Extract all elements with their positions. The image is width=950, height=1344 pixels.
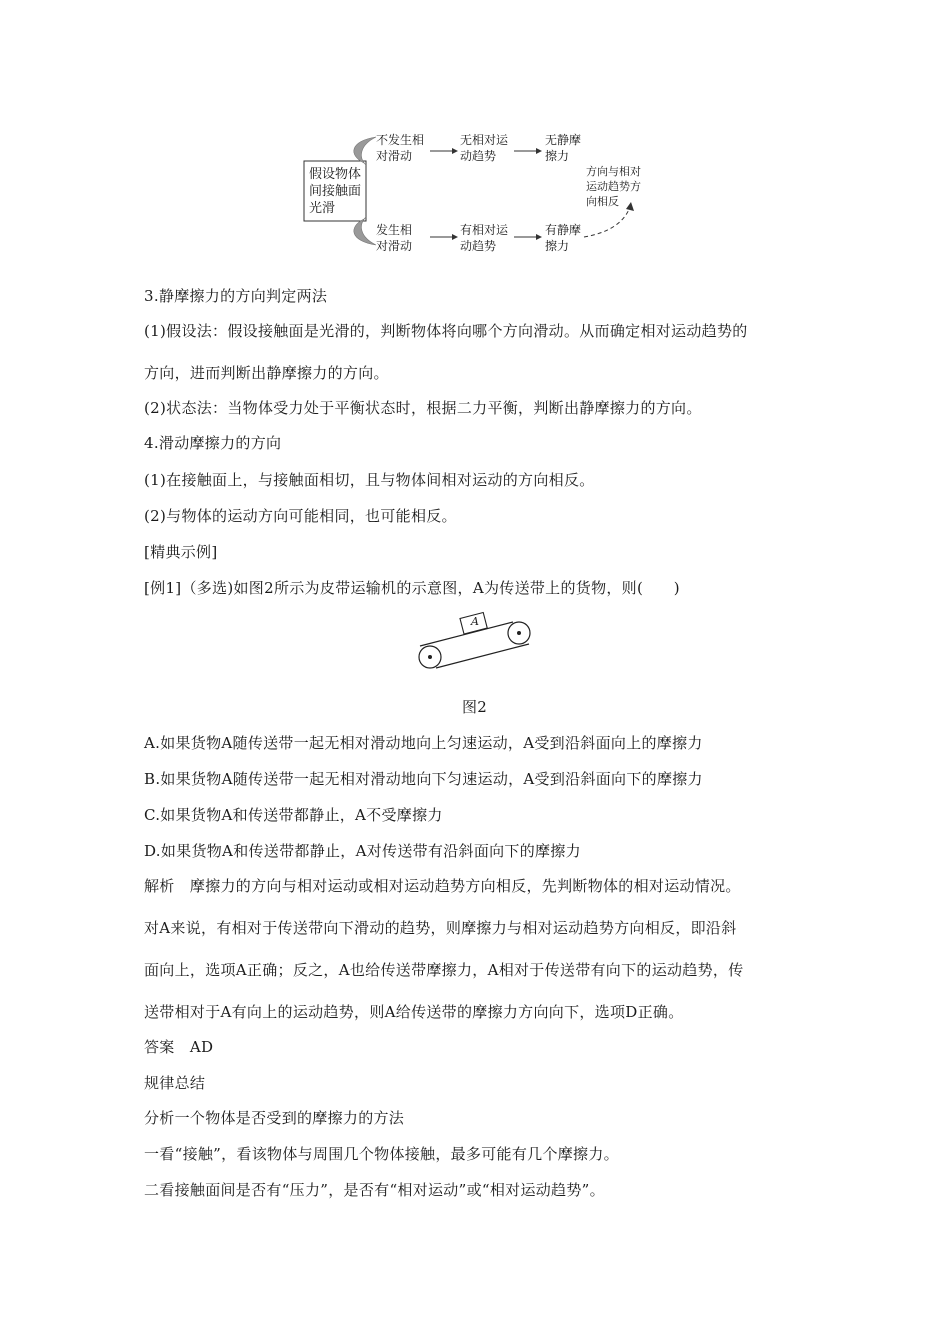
bottom-step-3-line-2: 擦力 [545,239,570,253]
belt-bottom-line [436,644,529,668]
bottom-step-1 [376,222,412,254]
top-step-2 [460,132,508,164]
assumption-line-1: 假设物体 [309,167,362,182]
answer: 答案 AD [144,1038,214,1056]
direction-note-line-1: 方向与相对 [586,165,641,178]
bottom-arrow-1-head [452,234,458,240]
section-3-item-1-line-2: 方向，进而判断出静摩擦力的方向。 [144,364,389,382]
bottom-step-1-line-2: 对滑动 [376,239,413,253]
section-4-item-1: (1)在接触面上，与接触面相切，且与物体间相对运动的方向相反。 [144,471,595,489]
option-b: B.如果货物A随传送带一起无相对滑动地向下匀速运动，A受到沿斜面向下的摩擦力 [144,770,703,788]
summary-point-1: 一看“接触”，看该物体与周围几个物体接触，最多可能有几个摩擦力。 [144,1145,619,1163]
top-step-3 [545,132,581,164]
top-step-3-line-1: 无静摩 [545,133,582,147]
dashed-note-arrow [584,207,630,237]
bottom-step-2-line-2: 动趋势 [460,239,497,253]
direction-note-line-2: 运动趋势方 [586,180,641,193]
analysis-line-3: 面向上，选项A正确；反之，A也给传送带摩擦力，A相对于传送带有向下的运动趋势，传 [144,961,744,979]
bottom-step-3 [545,222,581,254]
bottom-step-3-line-1: 有静摩 [545,223,582,237]
example-header: [精典示例] [144,543,218,561]
assumption-text [309,166,361,217]
section-3-title: 3.静摩擦力的方向判定两法 [144,287,328,305]
conveyor-figure [412,610,537,672]
example-question: [例1]（多选)如图2所示为皮带运输机的示意图，A为传送带上的货物，则( ) [144,579,680,597]
option-c: C.如果货物A和传送带都静止，A不受摩擦力 [144,806,443,824]
lower-pulley-axle [428,655,432,659]
option-d: D.如果货物A和传送带都静止，A对传送带有沿斜面向下的摩擦力 [144,842,581,860]
top-step-2-line-2: 动趋势 [460,149,497,163]
assumption-line-2: 间接触面 [309,184,362,199]
top-step-1 [376,132,424,164]
summary-subtitle: 分析一个物体是否受到的摩擦力的方法 [144,1109,405,1127]
analysis-line-2: 对A来说，有相对于传送带向下滑动的趋势，则摩擦力与相对运动趋势方向相反，即沿斜 [144,919,737,937]
section-3-item-1-line-1: (1)假设法：假设接触面是光滑的，判断物体将向哪个方向滑动。从而确定相对运动趋势的 [144,322,748,340]
analysis-line-4: 送带相对于A有向上的运动趋势，则A给传送带的摩擦力方向向下，选项D正确。 [144,1003,684,1021]
section-4-item-2: (2)与物体的运动方向可能相同，也可能相反。 [144,507,457,525]
top-step-1-line-2: 对滑动 [376,149,413,163]
top-step-3-line-2: 擦力 [545,149,570,163]
section-4-title: 4.滑动摩擦力的方向 [144,434,282,452]
bottom-step-2-line-1: 有相对运 [460,223,509,237]
bottom-arrow-2-head [536,234,542,240]
summary-point-2: 二看接触面间是否有“压力”，是否有“相对运动”或“相对运动趋势”。 [144,1181,605,1199]
bottom-step-2 [460,222,508,254]
top-arrow-2-head [536,148,542,154]
figure-caption: 图2 [462,698,488,716]
bottom-step-1-line-1: 发生相 [376,223,413,237]
summary-title: 规律总结 [144,1074,206,1092]
analysis-line-1: 解析 摩擦力的方向与相对运动或相对运动趋势方向相反，先判断物体的相对运动情况。 [144,877,741,895]
option-a: A.如果货物A随传送带一起无相对滑动地向上匀速运动，A受到沿斜面向上的摩擦力 [144,734,703,752]
section-3-item-2: (2)状态法：当物体受力处于平衡状态时，根据二力平衡，判断出静摩擦力的方向。 [144,399,702,417]
direction-note [586,164,641,209]
top-arrow-1-head [452,148,458,154]
direction-note-line-3: 向相反 [586,195,619,208]
assumption-line-3: 光滑 [309,201,336,216]
top-step-1-line-1: 不发生相 [376,133,425,147]
top-step-2-line-1: 无相对运 [460,133,509,147]
cargo-label: A [471,615,479,628]
upper-pulley-axle [517,631,521,635]
